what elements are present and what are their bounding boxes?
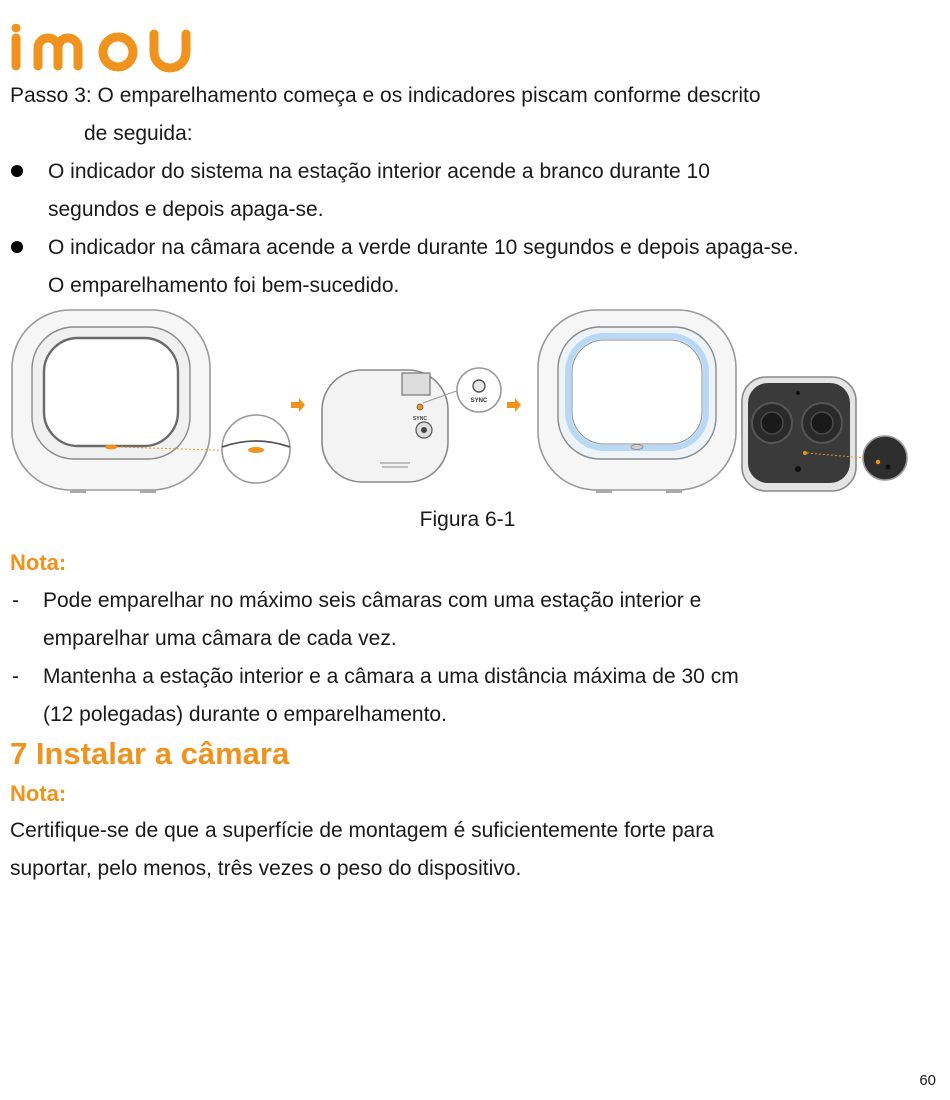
sync-label-small: SYNC: [413, 416, 427, 422]
section-text-line-2: suportar, pelo menos, três vezes o peso do dispositivo.: [10, 857, 522, 880]
note-title: Nota:: [10, 550, 67, 575]
indicator-zoom-icon: [222, 415, 290, 483]
step-line-2: de seguida:: [84, 122, 193, 145]
indoor-station-illustration: [12, 310, 245, 493]
note-item-1-line-1: Pode emparelhar no máximo seis câmaras com uma estação interior e: [43, 589, 702, 612]
imou-logo: [10, 24, 210, 74]
arrow-icon: [507, 398, 521, 412]
step-line-1: Passo 3: O emparelhamento começa e os indicadores piscam conforme descrito: [10, 84, 761, 107]
camera-indicator-zoom-icon: [863, 436, 907, 480]
section-text-line-1: Certifique-se de que a superfície de montagem é suficientemente forte para: [10, 819, 714, 842]
bullet-2-line-2: O emparelhamento foi bem-sucedido.: [48, 274, 400, 297]
section-heading: 7 Instalar a câmara: [10, 736, 290, 771]
bullet-1-line-2: segundos e depois apaga-se.: [48, 198, 324, 221]
bullet-1-line-1: O indicador do sistema na estação interior acende a branco durante 10: [48, 160, 710, 183]
bullet-dot: [11, 165, 23, 177]
section-note-title: Nota:: [10, 781, 67, 806]
dash-marker: -: [12, 665, 19, 688]
note-item-2-line-2: (12 polegadas) durante o emparelhamento.: [43, 703, 447, 726]
camera-back-illustration: [322, 370, 462, 482]
note-item-1-line-2: emparelhar uma câmara de cada vez.: [43, 627, 397, 650]
page-number: 60: [919, 1072, 936, 1089]
figure-caption: Figura 6-1: [419, 508, 516, 531]
dash-marker: -: [12, 589, 19, 612]
indoor-station-lit-illustration: [538, 310, 736, 493]
note-item-2-line-1: Mantenha a estação interior e a câmara a uma distância máxima de 30 cm: [43, 665, 739, 688]
sync-label: SYNC: [470, 398, 488, 404]
camera-front-illustration: [742, 377, 876, 491]
pairing-figure: [10, 305, 940, 505]
bullet-2-line-1: O indicador na câmara acende a verde durante 10 segundos e depois apaga-se.: [48, 236, 799, 259]
bullet-dot: [11, 241, 23, 253]
arrow-icon: [291, 398, 305, 412]
sync-button-zoom-icon: [457, 368, 501, 412]
